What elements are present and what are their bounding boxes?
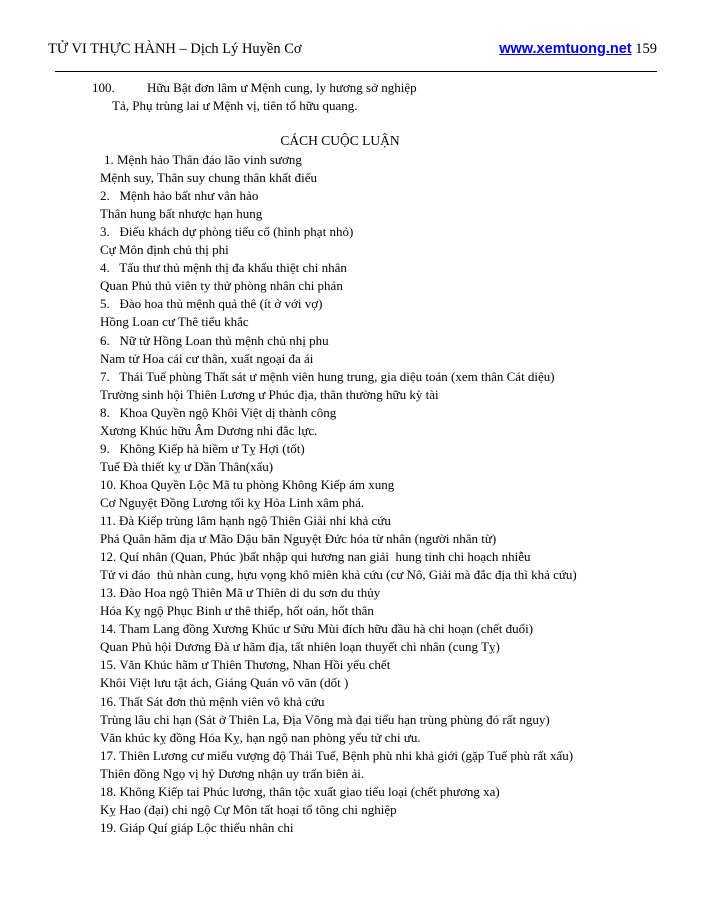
text-line: 10. Khoa Quyền Lộc Mã tu phòng Không Kiếp ám xung (100, 476, 395, 492)
page-header (48, 41, 657, 61)
text-line: 6. Nữ tử Hồng Loan thủ mệnh chủ nhị phu (100, 332, 329, 348)
website-link[interactable]: www.xemtuong.net (499, 41, 632, 57)
text-line: 17. Thiên Lương cư miếu vượng độ Thái Tuế, Bệnh phù nhi khả giới (gặp Tuế phù rất xấu) (100, 747, 574, 763)
text-line: 11. Đà Kiếp trùng lâm hạnh ngộ Thiên Giải nhi khả cứu (100, 513, 391, 528)
text-line: 18. Không Kiếp tai Phúc lương, thân tộc xuất giao tiểu loại (chết phương xa) (100, 783, 500, 799)
text-line: Phá Quân hãm địa ư Mão Dậu băn Nguyệt Đức hóa từ nhân (người nhân từ) (100, 531, 497, 547)
text-line: Thiên đồng Ngọ vị hỷ Dương nhận uy trấn biên ải. (100, 765, 365, 781)
text-line: Trùng lâu chi hạn (Sát ở Thiên La, Địa Võng mà đại tiểu hạn trùng phùng đó rất nguy) (100, 711, 550, 727)
text-line: Quan Phủ hội Dương Đà ư hãm địa, tất nhiên loạn thuyết chi nhân (cung Tỵ) (100, 639, 500, 655)
text-line: 9. Không Kiếp hà hiềm ư Tỵ Hợi (tốt) (100, 440, 305, 456)
text-line: Nam tử Hoa cái cư thân, xuất ngoại đa ái (100, 350, 314, 366)
text-line: Xương Khúc hữu Âm Dương nhi đắc lực. (100, 422, 318, 438)
text-line: 2. Mệnh hảo bất như vân hảo (100, 188, 259, 204)
text-line: Quan Phủ thủ viên ty thử phòng nhân chi phản (100, 278, 343, 294)
text-line: Tuế Đà thiết kỵ ư Dần Thân(xấu) (100, 458, 274, 474)
text-line: Hóa Kỵ ngộ Phục Binh ư thê thiếp, hốt oán, hốt thân (100, 603, 374, 619)
text-line: Khôi Việt lưu tật ách, Giáng Quán vô văn (dốt ) (100, 675, 349, 691)
text-line: 5. Đào hoa thủ mệnh quả thê (ít ở với vợ) (100, 296, 323, 312)
text-line: Hồng Loan cư Thê tiểu khắc (100, 314, 249, 330)
page-number: 159 (635, 41, 657, 57)
header-right (499, 41, 657, 58)
text-line: 4. Tấu thư thủ mệnh thị đa khẩu thiệt chi nhân (100, 260, 347, 276)
text-line: 15. Văn Khúc hãm ư Thiên Thương, Nhan Hồi yểu chết (100, 657, 391, 673)
text-line: Cơ Nguyệt Đồng Lương tối kỵ Hỏa Linh xâm phá. (100, 494, 365, 510)
intro-line-1: Hữu Bật đơn lâm ư Mệnh cung, ly hương sở nghiệp (147, 80, 417, 95)
text-line: Trường sinh hội Thiên Lương ư Phúc địa, thân thường hữu kỳ tài (100, 386, 439, 402)
text-line: Văn khúc kỵ đồng Hóa Kỵ, hạn ngộ nan phòng yểu tử chi ưu. (100, 729, 421, 745)
text-line: 3. Điếu khách dự phòng tiểu cố (hình phạt nhỏ) (100, 224, 354, 240)
text-line: Kỵ Hao (đại) chi ngộ Cự Môn tất hoại tổ tông chi nghiệp (100, 801, 397, 817)
header-title: TỬ VI THỰC HÀNH – Dịch Lý Huyền Cơ (48, 41, 302, 57)
intro-line-2: Tả, Phụ trùng lai ư Mệnh vị, tiên tổ hữu quang. (112, 98, 358, 113)
header-divider (55, 71, 657, 72)
text-line: Mệnh suy, Thân suy chung thân khất điếu (100, 170, 317, 186)
text-line: 7. Thái Tuế phùng Thất sát ư mệnh viên hung trung, gia diệu toán (xem thân Cát diệu) (100, 368, 555, 384)
text-line: Thân hung bất nhược hạn hung (100, 206, 263, 222)
section-heading: CÁCH CUỘC LUẬN (280, 133, 400, 148)
intro-number: 100. (92, 80, 115, 95)
text-line: 1. Mệnh hảo Thân đáo lão vinh sương (104, 152, 302, 167)
text-line: 14. Tham Lang đồng Xương Khúc ư Sửu Mùi đích hữu đầu hà chi hoạn (chết đuối) (100, 621, 534, 637)
text-line: 16. Thất Sát đơn thủ mệnh viên vô khả cứu (100, 693, 325, 709)
text-line: 8. Khoa Quyền ngộ Khôi Việt dị thành công (100, 404, 337, 420)
text-line: 19. Giáp Quí giáp Lộc thiếu nhân chi (100, 819, 294, 835)
text-line: 12. Quí nhân (Quan, Phúc )bất nhập qui hương nan giải hung tinh chi hoạch nhiễu (100, 549, 531, 565)
text-line: Cự Môn định chủ thị phi (100, 242, 229, 258)
text-line: 13. Đào Hoa ngộ Thiên Mã ư Thiên di du sơn du thủy (100, 585, 381, 601)
text-line: Tử vi đáo thủ nhàn cung, hựu vọng khô miên khả cứu (cư Nô, Giải mà đắc địa thì khả cứu) (100, 567, 577, 583)
